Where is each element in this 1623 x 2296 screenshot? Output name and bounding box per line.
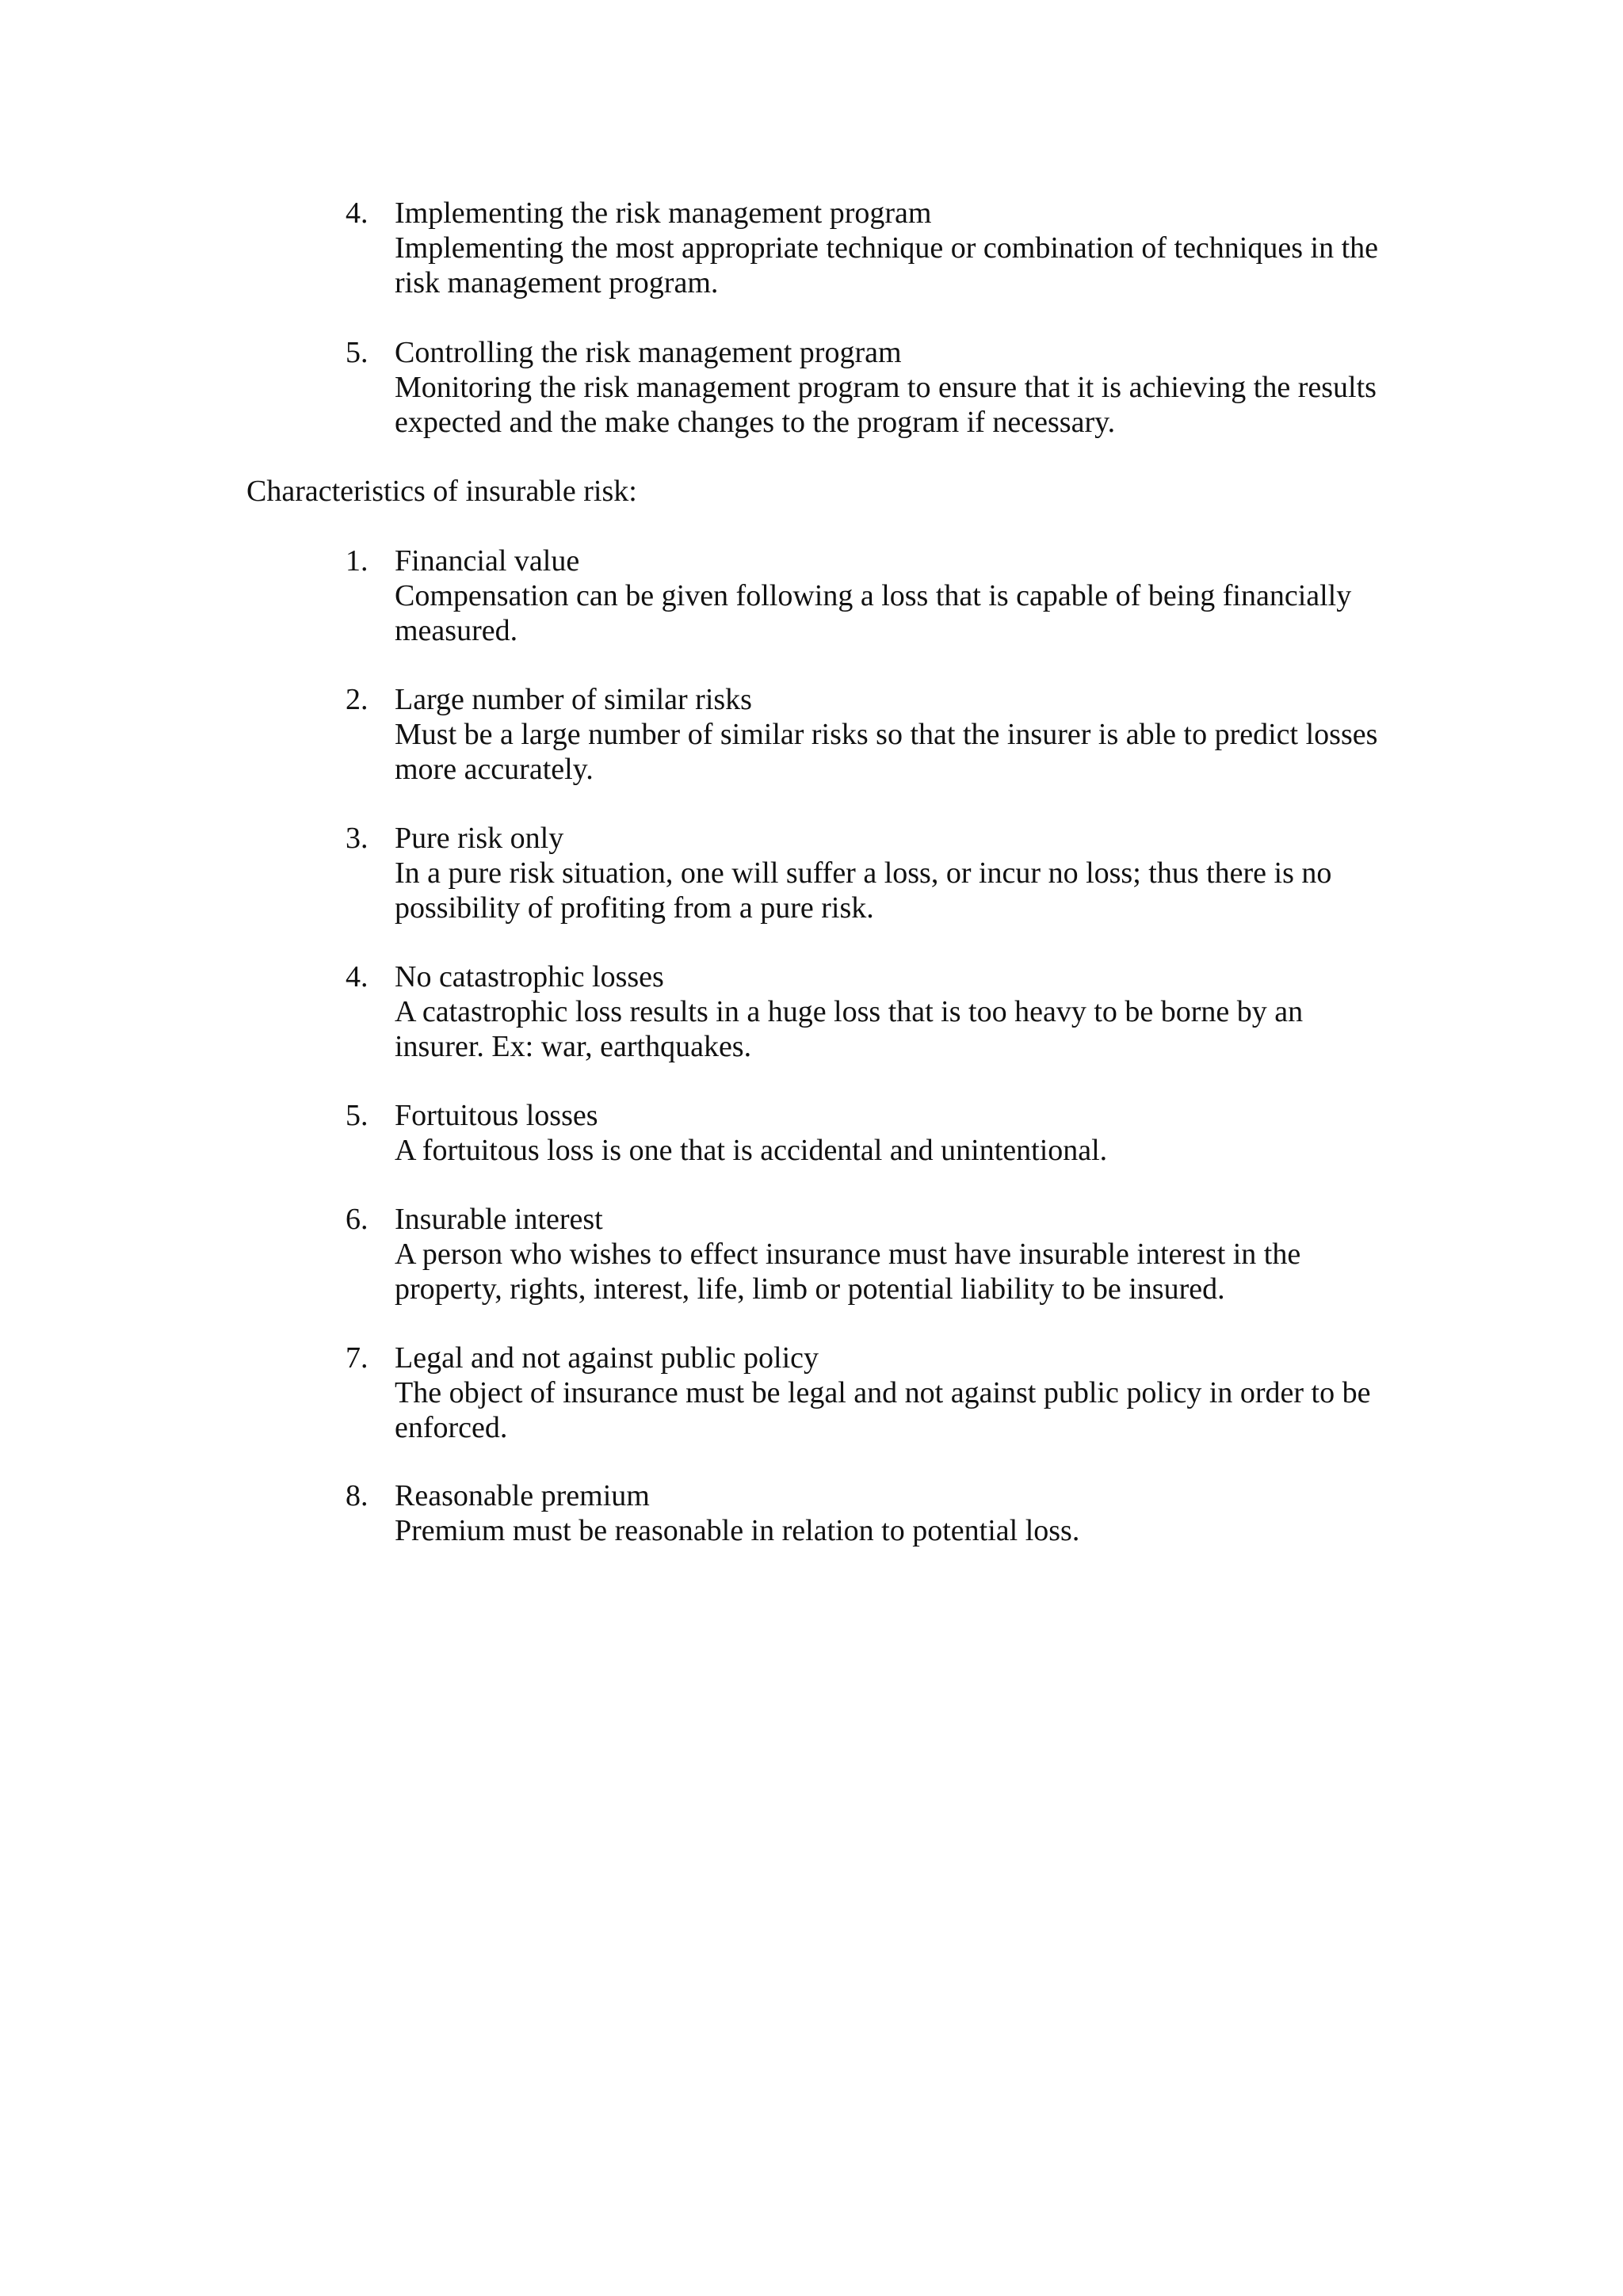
list-item-heading: Legal and not against public policy <box>395 1341 819 1375</box>
list-item-heading: Insurable interest <box>395 1203 603 1236</box>
list-item-body <box>395 959 1393 1064</box>
list-item-body <box>395 821 1393 925</box>
list-item-number: 5. <box>346 1099 369 1132</box>
list-item-heading: Controlling the risk management program <box>395 336 902 369</box>
list-item-number: 2. <box>346 683 369 716</box>
list-item-text: A catastrophic loss results in a huge loss that is too heavy to be borne by an insurer. Ex: war, earthquakes. <box>395 995 1304 1063</box>
list-item-body <box>395 1202 1393 1306</box>
list-item-heading: Implementing the risk management program <box>395 196 932 230</box>
list-item-heading: No catastrophic losses <box>395 960 664 994</box>
list-item-text: A fortuitous loss is one that is accidental and unintentional. <box>395 1134 1108 1167</box>
list-item-body <box>395 682 1393 787</box>
list-item-text: Monitoring the risk management program to ensure that it is achieving the results expected and the make changes to the program if necessary. <box>395 371 1377 439</box>
list-item-heading: Large number of similar risks <box>395 683 752 716</box>
list-item-number: 3. <box>346 822 369 855</box>
list-item-body <box>395 543 1393 648</box>
list-item-number: 8. <box>346 1479 369 1512</box>
list-item-number: 1. <box>346 544 369 578</box>
list-item-heading: Financial value <box>395 544 580 578</box>
list-item-number: 4. <box>346 960 369 994</box>
list-item-text: A person who wishes to effect insurance must have insurable interest in the property, rights, interest, life, limb or potential liability to be insured. <box>395 1238 1301 1306</box>
list-item-text: Must be a large number of similar risks so that the insurer is able to predict losses more accurately. <box>395 718 1378 786</box>
list-item-body <box>395 1098 1393 1168</box>
list-item-body <box>395 196 1393 300</box>
list-item-body <box>395 1478 1393 1548</box>
list-item-number: 7. <box>346 1341 369 1375</box>
list-item-text: Premium must be reasonable in relation to potential loss. <box>395 1514 1080 1547</box>
list-item-number: 4. <box>346 196 369 230</box>
list-item-heading: Reasonable premium <box>395 1479 650 1512</box>
list-item-body <box>395 1341 1393 1445</box>
list-item-text: The object of insurance must be legal and not against public policy in order to be enforced. <box>395 1376 1371 1444</box>
list-item-text: Implementing the most appropriate technique or combination of techniques in the risk management program. <box>395 231 1378 299</box>
list-item-heading: Pure risk only <box>395 822 564 855</box>
list-item-heading: Fortuitous losses <box>395 1099 598 1132</box>
list-item-text: In a pure risk situation, one will suffer a loss, or incur no loss; thus there is no possibility of profiting from a pure risk. <box>395 856 1332 925</box>
list-item-number: 5. <box>346 336 369 369</box>
section-heading: Characteristics of insurable risk: <box>246 475 637 508</box>
list-item-text: Compensation can be given following a loss that is capable of being financially measured. <box>395 579 1352 647</box>
list-item-body <box>395 335 1393 440</box>
list-item-number: 6. <box>346 1203 369 1236</box>
